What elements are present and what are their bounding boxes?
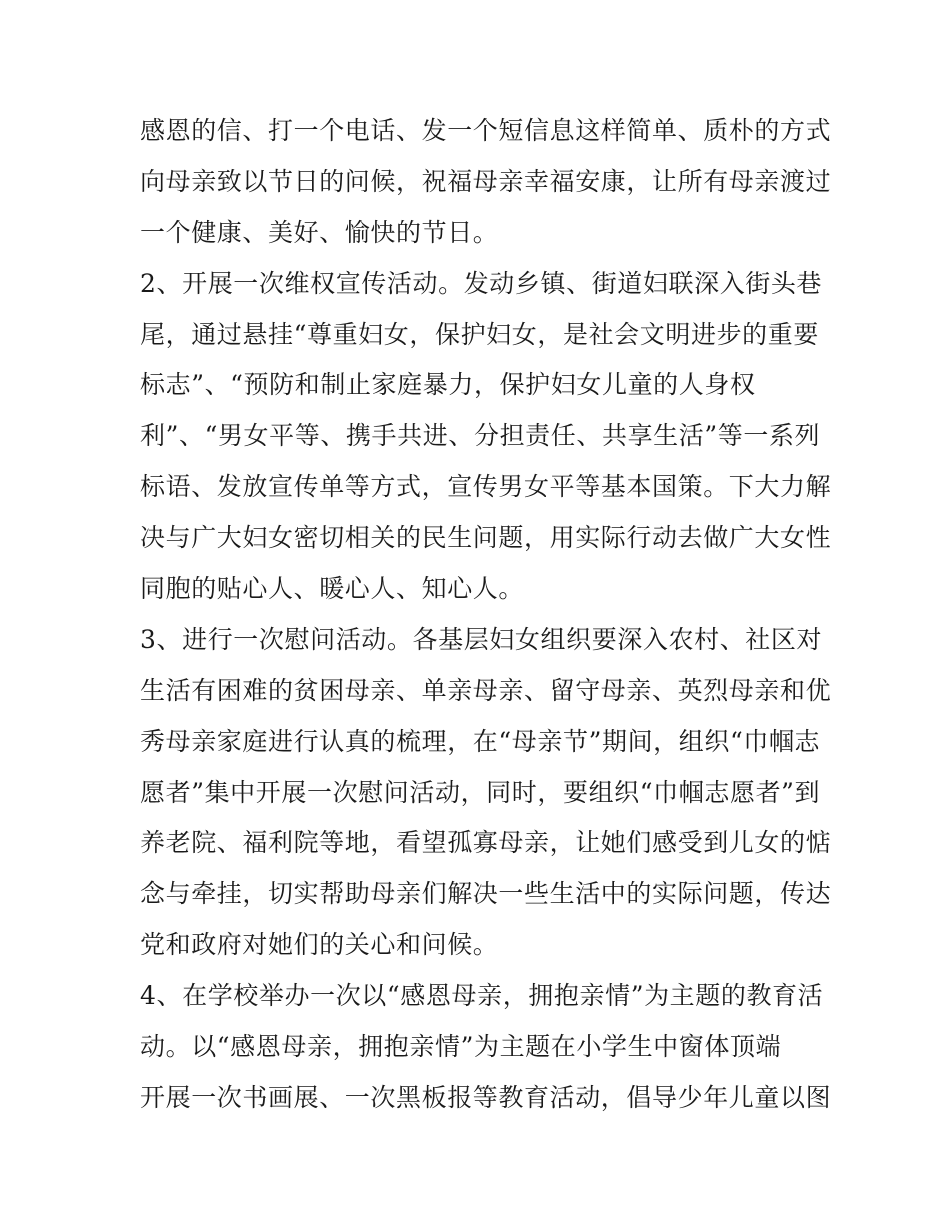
text-line: 秀母亲家庭进行认真的梳理，在“母亲节”期间，组织“巾帼志	[140, 726, 821, 756]
text-line: 愿者”集中开展一次慰问活动，同时，要组织“巾帼志愿者”到	[140, 777, 821, 807]
text-line: 感恩的信、打一个电话、发一个短信息这样简单、质朴的方式	[140, 116, 832, 145]
text-line: 标志”、“预防和制止家庭暴力，保护妇女儿童的人身权	[140, 370, 756, 400]
body-text	[140, 106, 830, 1124]
text-line: 决与广大妇女密切相关的民生问题，用实际行动去做广大女性	[140, 523, 832, 553]
text-line: 标语、发放宣传单等方式，宣传男女平等基本国策。下大力解	[140, 472, 832, 502]
text-line: 一个健康、美好、愉快的节日。	[140, 217, 499, 247]
text-line: 3、进行一次慰问活动。各基层妇女组织要深入农村、社区对	[140, 624, 823, 654]
text-line: 2、开展一次维权宣传活动。发动乡镇、街道妇联深入街头巷	[140, 268, 823, 298]
text-line: 党和政府对她们的关心和问候。	[140, 930, 499, 960]
text-line: 念与牵挂，切实帮助母亲们解决一些生活中的实际问题，传达	[140, 879, 832, 909]
text-line: 同胞的贴心人、暖心人、知心人。	[140, 574, 525, 604]
text-line: 4、在学校举办一次以“感恩母亲，拥抱亲情”为主题的教育活	[140, 981, 824, 1011]
text-line: 动。以“感恩母亲，拥抱亲情”为主题在小学生中窗体顶端	[140, 1032, 782, 1062]
text-line: 开展一次书画展、一次黑板报等教育活动，倡导少年儿童以图	[140, 1082, 832, 1112]
text-line: 尾，通过悬挂“尊重妇女，保护妇女，是社会文明进步的重要	[140, 319, 819, 349]
text-line: 生活有困难的贫困母亲、单亲母亲、留守母亲、英烈母亲和优	[140, 675, 832, 705]
text-line: 养老院、福利院等地，看望孤寡母亲，让她们感受到儿女的惦	[140, 828, 832, 858]
text-line: 向母亲致以节日的问候，祝福母亲幸福安康，让所有母亲渡过	[140, 166, 832, 196]
text-line: 利”、“男女平等、携手共进、分担责任、共享生活”等一系列	[140, 421, 821, 451]
